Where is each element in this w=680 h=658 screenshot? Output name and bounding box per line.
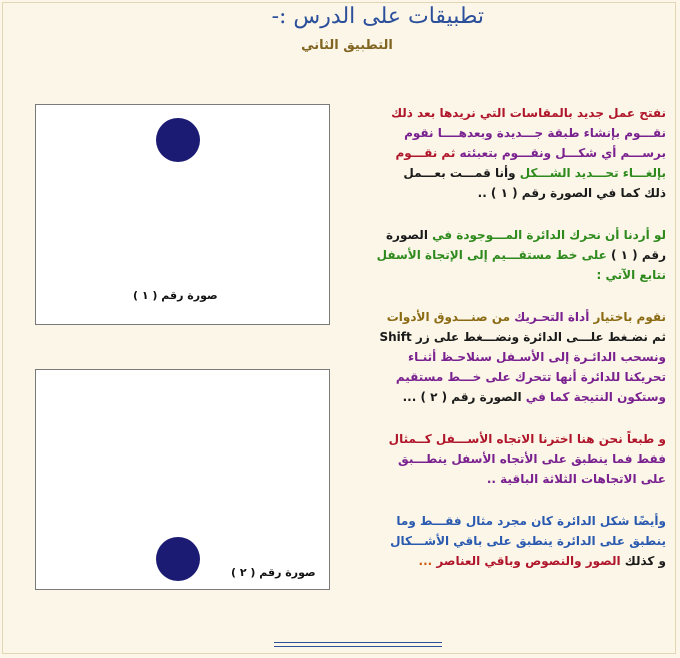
text-line: ونسحب الدائـرة إلى الأسـفل سنلاحـظ أثنـاء	[408, 350, 666, 364]
text-span: من	[487, 310, 515, 324]
text-span: الصور والنصوص وباقي العناصر	[436, 554, 621, 568]
text-line: نقـــوم بإنشاء طبقة جـــديدة وبعدهــــا نقوم	[404, 126, 666, 140]
text-line: نتابع الآتي :	[596, 268, 666, 282]
text-span: لو أردنا أن نحرك الدائرة المـــوجودة في	[432, 228, 666, 242]
figure-1-caption: صورة رقم ( ١ )	[133, 289, 218, 302]
text-line	[340, 163, 666, 183]
text-line	[340, 245, 666, 265]
text-line	[340, 307, 666, 327]
text-span: الصورة رقم ( ٢ ) ...	[402, 390, 526, 404]
text-line: نفتح عمل جديد بالمقاسات التي نريدها بعد ذلك	[391, 106, 666, 120]
figure-2-caption: صورة رقم ( ٢ )	[231, 566, 316, 579]
paragraph-2	[340, 225, 666, 285]
blue-circle	[156, 537, 200, 581]
text-span: صنـــدوق الأدوات	[386, 310, 488, 324]
footer-divider	[274, 646, 442, 647]
section-subtitle: التطبيق الثاني	[301, 38, 393, 53]
figure-1	[35, 104, 330, 325]
text-span: و كذلك	[620, 554, 666, 568]
figure-2	[35, 369, 330, 590]
paragraph-5	[340, 511, 666, 571]
text-span: ...	[418, 554, 437, 568]
text-line	[340, 225, 666, 245]
text-line	[340, 387, 666, 407]
text-span: برســـم أي شكـــل ونقـــوم بتعبئته	[459, 146, 666, 160]
text-line	[340, 551, 666, 571]
text-span: وأنا قمـــت بعـــمل	[403, 166, 520, 180]
text-line	[340, 143, 666, 163]
text-line: تحريكنا للدائرة أنها تتحرك على خـــط مستقيم	[395, 370, 666, 384]
text-span: ثم نقـــوم	[395, 146, 460, 160]
text-line: و طبعاً نحن هنا اخترنا الاتجاه الأســـفل كــمثال	[388, 432, 666, 446]
paragraph-1	[340, 103, 666, 203]
paragraph-3	[340, 307, 666, 407]
text-line: ينطبق على الدائرة ينطبق على باقي الأشـــكال	[390, 534, 666, 548]
blue-circle	[156, 118, 200, 162]
text-span: رقم ( ١ )	[610, 248, 666, 262]
text-span: الصورة	[385, 228, 433, 242]
text-span: نقوم باختيار	[589, 310, 666, 324]
text-span: بإلغـــاء تحـــديد الشـــكل	[519, 166, 666, 180]
footer-divider	[274, 642, 442, 643]
text-span: على خط مستقـــيم إلى الإتجاة الأسفل	[376, 248, 611, 262]
page-title: تطبيقات على الدرس :-	[271, 4, 484, 29]
text-line: وأيضًا شكل الدائرة كان مجرد مثال فقـــط وما	[396, 514, 666, 528]
text-span: وستكون النتيجة كما في	[525, 390, 666, 404]
text-span: أداة التحـريك	[514, 310, 590, 324]
text-line: فقط فما ينطبق على الأتجاه الأسفل ينطـــبق	[398, 452, 666, 466]
text-line: ثم نضـغط علـــى الدائرة ونضـــغط على زر Shift	[379, 330, 666, 344]
paragraph-4	[340, 429, 666, 489]
text-line: ذلك كما في الصورة رقم ( ١ ) ..	[477, 186, 666, 200]
lesson-text	[340, 103, 666, 593]
text-line: على الاتجاهات الثلاثة الباقية ..	[486, 472, 666, 486]
